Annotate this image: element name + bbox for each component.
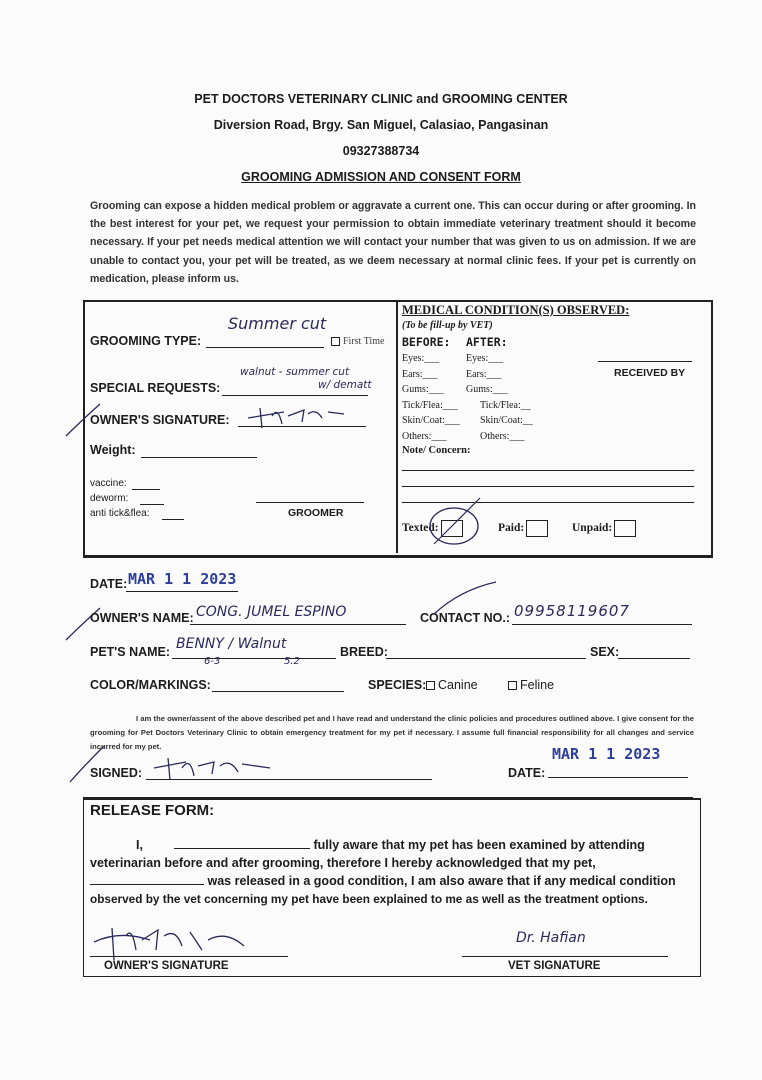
paid-option[interactable] [498, 520, 548, 537]
first-time-checkbox[interactable] [331, 337, 340, 346]
before-label: BEFORE: [402, 335, 451, 349]
date-stamp-top[interactable]: MAR 1 1 2023 [128, 570, 237, 588]
pet-name-label: PET'S NAME: [90, 645, 171, 659]
condition-row: Tick/Flea:___ Tick/Flea:__ [402, 399, 531, 411]
release-i: I, [136, 838, 143, 852]
clinic-phone: 09327388734 [342, 144, 420, 158]
release-text-4: was released in a good condition, I am also aware that if any medical condition [207, 874, 676, 888]
paid-label: Paid: [498, 522, 525, 535]
after-ears: Ears: [466, 368, 487, 380]
condition-row: Others:___ Others:___ [402, 430, 525, 442]
release-line-1 [90, 838, 686, 852]
feline-label: Feline [520, 678, 555, 692]
release-pet-line [90, 884, 204, 885]
deworm-label: deworm: [90, 493, 129, 504]
before-tickflea: Tick/Flea: [402, 399, 443, 411]
check-mark-contact [430, 580, 500, 616]
owner-signature-bottom-label: OWNER'S SIGNATURE [104, 960, 229, 972]
before-others: Others: [402, 430, 432, 442]
grooming-type-label: GROOMING TYPE: [90, 334, 202, 348]
before-gums: Gums: [402, 384, 429, 395]
release-line-3 [90, 874, 686, 888]
special-requests-label: SPECIAL REQUESTS: [90, 381, 221, 395]
release-text-2: fully aware that my pet has been examined by attending [313, 838, 645, 852]
signed-date-line [548, 777, 688, 778]
texted-label: Texted: [402, 522, 439, 535]
signed-signature-scribble[interactable] [150, 754, 280, 782]
pet-name-line [172, 658, 336, 659]
signed-date-label: DATE: [508, 766, 546, 780]
contact-value[interactable]: 09958119607 [514, 602, 630, 620]
first-time-option[interactable] [331, 336, 384, 347]
before-eyes: Eyes: [402, 353, 425, 364]
canine-label: Canine [438, 678, 478, 692]
unpaid-checkbox[interactable] [614, 520, 636, 537]
clinic-address: Diversion Road, Brgy. San Miguel, Calasiao, Pangasinan [213, 118, 549, 132]
after-gums: Gums: [466, 384, 493, 395]
breed-label: BREED: [340, 645, 388, 659]
condition-row: Skin/Coat:___ Skin/Coat:__ [402, 415, 533, 426]
note-line-1 [402, 470, 694, 471]
unpaid-label: Unpaid: [572, 522, 613, 535]
vet-fillup-note: (To be fill-up by VET) [402, 320, 493, 331]
check-mark-owner-signature [62, 400, 102, 440]
after-eyes: Eyes: [466, 353, 489, 364]
paid-checkbox[interactable] [526, 520, 548, 537]
owner-signature-label: OWNER'S SIGNATURE: [90, 413, 230, 427]
breed-line [386, 658, 586, 659]
intro-paragraph: Grooming can expose a hidden medical problem or aggravate a current one. This can occur during or after grooming. In the best interest for your pet, we request your permission to obtain immediate veterinary treatment should it become necessary. If your pet needs medical attention we will contact your number that was given to us on admission. If we are unable to contact you, your pet will be treated, as we deem necessary at normal clinic fees. If your pet is currently on medication, please inform us. [90, 200, 696, 285]
anti-tick-label: anti tick&flea: [90, 508, 150, 519]
condition-row: Eyes:___ Eyes:___ [402, 353, 504, 364]
first-time-label: First Time [343, 336, 385, 347]
note-line-2 [402, 486, 694, 487]
groomer-line [256, 502, 364, 503]
date-label: DATE: [90, 577, 128, 591]
special-requests-value-1[interactable]: walnut - summer cut [240, 366, 350, 378]
owner-name-line [190, 624, 406, 625]
box-divider [396, 301, 398, 553]
canine-checkbox[interactable] [426, 681, 435, 690]
color-markings-label: COLOR/MARKINGS: [90, 678, 211, 692]
after-others: Others: [480, 430, 510, 442]
species-canine-option[interactable] [426, 678, 478, 692]
contact-label: CONTACT NO.: [420, 611, 511, 625]
special-requests-value-2[interactable]: w/ dematt [318, 379, 372, 391]
grooming-type-line [206, 347, 324, 348]
feline-checkbox[interactable] [508, 681, 517, 690]
release-form-title: RELEASE FORM: [90, 802, 215, 819]
owner-signature-scribble[interactable] [244, 402, 354, 432]
date-line [126, 591, 238, 592]
anti-tick-line [162, 519, 184, 520]
signed-label: SIGNED: [90, 766, 143, 780]
condition-row: Gums:___ Gums:___ [402, 384, 508, 395]
before-ears: Ears: [402, 368, 423, 380]
special-requests-line [222, 395, 368, 396]
vaccine-label: vaccine: [90, 478, 127, 489]
release-owner-signature[interactable] [90, 920, 250, 964]
vet-sig-line [462, 956, 668, 957]
form-title: GROOMING ADMISSION AND CONSENT FORM [241, 170, 521, 184]
condition-row: Ears:___ Ears:___ [402, 368, 502, 380]
color-markings-line [212, 691, 344, 692]
received-by-line [598, 361, 692, 362]
owner-name-label: OWNER'S NAME: [90, 611, 194, 625]
conditions-list [402, 351, 533, 444]
vet-signature-value[interactable]: Dr. Hafian [516, 930, 586, 946]
release-text-3: veterinarian before and after grooming, therefore I hereby acknowledged that my pet, [90, 856, 596, 870]
groomer-label: GROOMER [288, 507, 344, 519]
note-concern-label: Note/ Concern: [402, 445, 471, 456]
release-text-5: observed by the vet concerning my pet have been explained to me as well as the treatment options. [90, 892, 648, 906]
vaccine-line [132, 489, 160, 490]
date-stamp-bottom[interactable]: MAR 1 1 2023 [552, 745, 661, 763]
pet-age-2: 5.2 [284, 656, 300, 667]
texted-circle-mark [424, 494, 484, 550]
grooming-type-value[interactable]: Summer cut [228, 314, 327, 333]
after-label: AFTER: [466, 335, 508, 349]
release-name-line [174, 848, 310, 849]
received-by-label: RECEIVED BY [614, 367, 686, 379]
weight-label: Weight: [90, 443, 136, 457]
vet-signature-label: VET SIGNATURE [508, 960, 601, 972]
consent-paragraph: I am the owner/assent of the above described pet and I have read and understand the clinic policies and procedures outlined above. I give consent for the grooming for Pet Doctors Veterinary Clinic to obtain emergency treatment for my pet if necessary. I assume full financial responsibility for all changes and service incurred for my pet. [90, 714, 694, 751]
sex-label: SEX: [590, 645, 620, 659]
after-skincoat: Skin/Coat: [480, 415, 523, 426]
pet-name-value[interactable]: BENNY / Walnut [176, 636, 287, 652]
species-feline-option[interactable] [508, 678, 554, 692]
after-tickflea: Tick/Flea: [480, 399, 521, 411]
contact-line [512, 624, 692, 625]
owner-name-value[interactable]: CONG. JUMEL ESPINO [196, 604, 347, 620]
unpaid-option[interactable] [572, 520, 636, 537]
clinic-name: PET DOCTORS VETERINARY CLINIC and GROOMING CENTER [194, 92, 568, 106]
owner-sig-line [90, 956, 288, 957]
before-skincoat: Skin/Coat: [402, 415, 445, 426]
pet-age-1: 6-3 [204, 656, 221, 667]
species-label: SPECIES: [368, 678, 427, 692]
medical-condition-title: MEDICAL CONDITION(S) OBSERVED: [402, 303, 630, 317]
deworm-line [140, 504, 164, 505]
sex-line [618, 658, 690, 659]
weight-line [141, 457, 257, 458]
